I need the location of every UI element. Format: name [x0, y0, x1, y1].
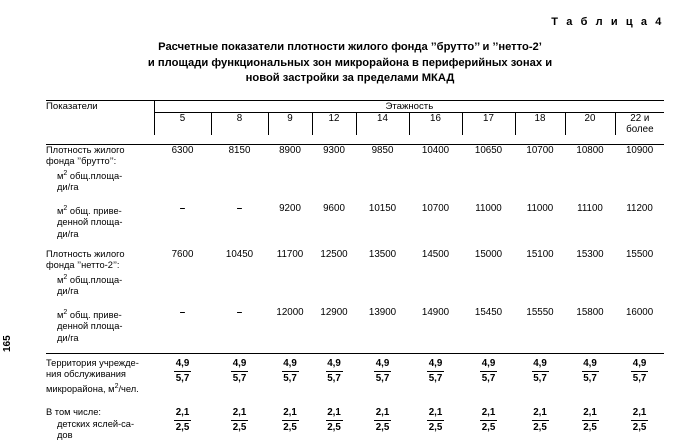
fraction-bar: [374, 420, 391, 421]
header-col-22-plus: 22 и более: [615, 113, 664, 136]
header-bottom-rule: [46, 135, 664, 145]
fraction: [174, 358, 191, 384]
fraction: [374, 358, 391, 384]
fraction-denominator: 2,5: [375, 422, 390, 434]
header-col-9: 9: [268, 113, 312, 136]
fraction-numerator: 4,9: [533, 358, 547, 370]
fraction: [326, 358, 343, 384]
cell-value: 10650: [474, 145, 503, 156]
superscript-2: 2: [114, 382, 119, 390]
cell-fraction: [462, 354, 515, 396]
fraction-bar: [282, 371, 299, 372]
table-title: [48, 40, 652, 87]
cell-fraction: [515, 354, 565, 396]
cell-value: 16000: [625, 306, 654, 318]
cell-value: –: [236, 202, 243, 214]
cell-value: 14900: [421, 306, 450, 318]
fraction-denominator: 2,5: [428, 422, 443, 434]
cell-value: 10400: [421, 145, 450, 156]
table-title-line-2: и площади функциональных зон микрорайона в периферийных зонах и: [147, 56, 553, 69]
row-sublabel: $м^2$ общ. приве- денной площа- ди/га: [57, 204, 123, 239]
table-title-line-3: новой застройки за пределами МКАД: [245, 72, 455, 84]
section-divider-rule: [46, 344, 664, 354]
cell-value: 12500: [320, 249, 348, 261]
cell-fraction: [409, 354, 462, 396]
row-label-line: Плотность жилого: [46, 249, 125, 260]
page-number: 165: [2, 335, 13, 352]
row-label-kindergartens: [46, 407, 154, 441]
fraction: [582, 407, 599, 433]
cell-value: 10450: [225, 249, 254, 261]
cell-value: 15000: [474, 249, 503, 261]
header-col-5: 5: [154, 113, 211, 136]
fraction-bar: [174, 420, 191, 421]
header-col-8: 8: [211, 113, 268, 136]
cell-value: 10150: [368, 202, 397, 214]
row-sublabel: детских яслей-са- дов: [57, 418, 135, 441]
fraction-denominator: 2,5: [632, 422, 647, 434]
cell-fraction: [462, 407, 515, 441]
fraction-numerator: 4,9: [481, 358, 496, 370]
cell-value: 15100: [526, 249, 554, 261]
table-row: [46, 407, 664, 441]
cell-value: 12000: [276, 306, 304, 318]
cell-fraction: [154, 407, 211, 441]
row-sublabel: $м^2$ общ.площа- ди/га: [57, 273, 123, 297]
cell-value: 10900: [625, 145, 654, 156]
cell-value: 9600: [323, 202, 345, 214]
fraction: [582, 358, 599, 384]
fraction: [231, 407, 248, 433]
table-row: [46, 354, 664, 396]
fraction-denominator: 2,5: [481, 422, 496, 434]
data-table-container: [46, 100, 664, 442]
fraction: [631, 358, 648, 384]
cell-value: 6300: [171, 145, 194, 156]
cell-value: 10700: [526, 145, 554, 156]
cell-value: 8900: [279, 145, 301, 156]
header-storeys-group: Этажность: [154, 101, 664, 113]
fraction-numerator: 4,9: [232, 358, 247, 370]
fraction-bar: [480, 420, 497, 421]
fraction: [532, 358, 549, 384]
fraction-bar: [282, 420, 299, 421]
cell-value: 11000: [475, 202, 502, 214]
cell-value: 10800: [576, 145, 604, 156]
row-sublabel: $м^2$ общ.площа- ди/га: [57, 169, 123, 193]
cell-fraction: [211, 407, 268, 441]
cell-fraction: [615, 407, 664, 441]
header-indicators: Показатели: [46, 101, 98, 112]
fraction-numerator: 4,9: [175, 358, 190, 370]
fraction-numerator: 2,1: [583, 407, 597, 419]
cell-value: 8150: [228, 145, 251, 156]
cell-value: 7600: [171, 249, 194, 261]
fraction-denominator: 5,7: [375, 373, 390, 385]
fraction-numerator: 4,9: [375, 358, 390, 370]
row-label-line: фонда ’’нетто-2’’:: [46, 260, 120, 271]
fraction-bar: [427, 371, 444, 372]
row-gap: [46, 395, 664, 407]
fraction: [427, 358, 444, 384]
cell-value: –: [179, 306, 186, 318]
fraction: [282, 407, 299, 433]
fraction-denominator: 5,7: [428, 373, 443, 385]
row-label-netto2-total: [46, 249, 154, 298]
fraction-denominator: 2,5: [327, 422, 341, 434]
fraction-bar: [326, 420, 343, 421]
cell-value: 14500: [421, 249, 450, 261]
cell-fraction: [312, 407, 356, 441]
cell-value: 15450: [474, 306, 503, 318]
header-col-16: 16: [409, 113, 462, 136]
fraction-numerator: 4,9: [632, 358, 647, 370]
fraction-numerator: 2,1: [533, 407, 547, 419]
fraction: [374, 407, 391, 433]
fraction: [326, 407, 343, 433]
cell-fraction: [565, 354, 615, 396]
row-label-line: микрорайона, $м^2$/чел.: [46, 382, 139, 394]
fraction-numerator: 4,9: [428, 358, 443, 370]
row-gap: [46, 194, 664, 203]
fraction: [174, 407, 191, 433]
cell-value: 9850: [371, 145, 394, 156]
fraction-denominator: 5,7: [583, 373, 597, 385]
fraction-bar: [427, 420, 444, 421]
fraction-numerator: 2,1: [375, 407, 390, 419]
fraction-numerator: 2,1: [428, 407, 443, 419]
cell-value: 13500: [368, 249, 397, 261]
cell-value: –: [236, 306, 243, 318]
fraction-denominator: 5,7: [232, 373, 247, 385]
superscript-2: 2: [63, 308, 68, 316]
header-col-17: 17: [462, 113, 515, 136]
table-title-line-1: Расчетные показатели плотности жилого фонда ’’брутто’’ и ’’нетто-2’: [158, 41, 542, 53]
fraction-denominator: 2,5: [232, 422, 247, 434]
superscript-2: 2: [63, 169, 68, 177]
table-row: [46, 249, 664, 298]
cell-value: 9200: [279, 202, 301, 214]
cell-value: 11100: [577, 202, 603, 214]
cell-value: 9300: [323, 145, 345, 156]
fraction-numerator: 4,9: [583, 358, 597, 370]
fraction-denominator: 5,7: [481, 373, 496, 385]
fraction: [480, 407, 497, 433]
fraction: [427, 407, 444, 433]
fraction: [532, 407, 549, 433]
fraction-numerator: 2,1: [327, 407, 341, 419]
row-gap: [46, 298, 664, 307]
row-sublabel: $м^2$ общ. приве- денной площа- ди/га: [57, 308, 123, 343]
table-number-caption: Т а б л и ц а 4: [551, 16, 664, 28]
cell-value: 12900: [320, 306, 348, 318]
fraction-denominator: 5,7: [283, 373, 297, 385]
fraction-numerator: 2,1: [175, 407, 190, 419]
fraction-bar: [231, 371, 248, 372]
fraction-bar: [532, 420, 549, 421]
fraction: [231, 358, 248, 384]
fraction-denominator: 5,7: [632, 373, 647, 385]
cell-value: 15500: [625, 249, 654, 261]
cell-value: 11000: [526, 202, 554, 214]
fraction-bar: [374, 371, 391, 372]
fraction-denominator: 5,7: [533, 373, 547, 385]
fraction-numerator: 2,1: [283, 407, 297, 419]
row-label-line: ния обслуживания: [46, 369, 126, 380]
row-gap: [46, 240, 664, 249]
cell-fraction: [565, 407, 615, 441]
fraction-bar: [231, 420, 248, 421]
fraction-numerator: 2,1: [232, 407, 247, 419]
row-label-line: Плотность жилого: [46, 145, 125, 155]
table-header-top-row: [46, 101, 664, 113]
row-label-netto2-reduced: [46, 307, 154, 344]
header-col-20: 20: [565, 113, 615, 136]
fraction: [631, 407, 648, 433]
fraction-denominator: 5,7: [175, 373, 190, 385]
fraction-bar: [532, 371, 549, 372]
row-label-brutto-total: [46, 145, 154, 194]
table-row: [46, 145, 664, 194]
row-label-line: В том числе:: [46, 407, 101, 418]
fraction-denominator: 2,5: [583, 422, 597, 434]
superscript-2: 2: [63, 273, 68, 281]
cell-fraction: [312, 354, 356, 396]
row-label-brutto-reduced: [46, 203, 154, 240]
cell-value: 15300: [576, 249, 604, 261]
fraction-denominator: 2,5: [175, 422, 190, 434]
table-row: [46, 307, 664, 344]
fraction-denominator: 2,5: [283, 422, 297, 434]
header-col-14: 14: [356, 113, 409, 136]
cell-value: –: [179, 202, 186, 214]
fraction-bar: [174, 371, 191, 372]
fraction: [282, 358, 299, 384]
fraction-bar: [631, 371, 648, 372]
cell-fraction: [409, 407, 462, 441]
cell-fraction: [211, 354, 268, 396]
cell-value: 15800: [576, 306, 604, 318]
cell-value: 11200: [626, 202, 653, 214]
cell-fraction: [154, 354, 211, 396]
superscript-2: 2: [63, 204, 68, 212]
fraction-numerator: 2,1: [481, 407, 496, 419]
fraction-denominator: 2,5: [533, 422, 547, 434]
cell-value: 11700: [276, 249, 304, 261]
cell-value: 13900: [368, 306, 397, 318]
fraction-bar: [326, 371, 343, 372]
row-label-service-territory: [46, 354, 154, 396]
density-indicators-table: [46, 100, 664, 442]
cell-fraction: [615, 354, 664, 396]
fraction-bar: [480, 371, 497, 372]
fraction: [480, 358, 497, 384]
cell-value: 10700: [421, 202, 450, 214]
cell-fraction: [515, 407, 565, 441]
fraction-numerator: 4,9: [327, 358, 341, 370]
fraction-bar: [582, 420, 599, 421]
fraction-bar: [631, 420, 648, 421]
cell-fraction: [356, 407, 409, 441]
fraction-bar: [582, 371, 599, 372]
fraction-denominator: 5,7: [327, 373, 341, 385]
cell-fraction: [356, 354, 409, 396]
header-col-18: 18: [515, 113, 565, 136]
fraction-numerator: 4,9: [283, 358, 297, 370]
cell-fraction: [268, 407, 312, 441]
header-col-12: 12: [312, 113, 356, 136]
table-row: [46, 203, 664, 240]
row-label-line: фонда ’’брутто’’:: [46, 156, 117, 167]
fraction-numerator: 2,1: [632, 407, 647, 419]
row-label-line: Территория учрежде-: [46, 358, 139, 369]
cell-fraction: [268, 354, 312, 396]
cell-value: 15550: [526, 306, 554, 318]
